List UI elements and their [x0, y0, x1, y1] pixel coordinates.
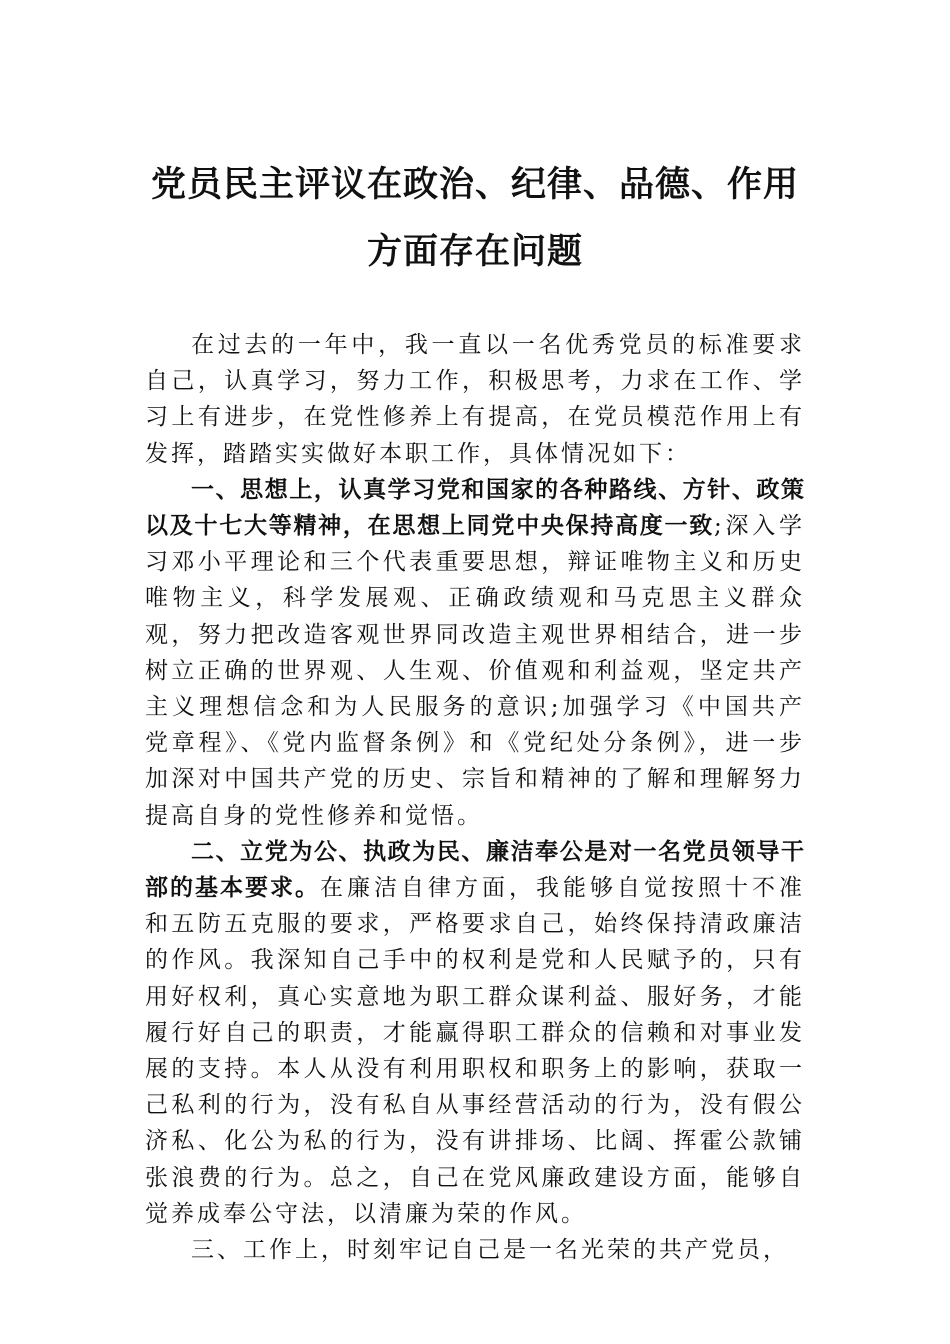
paragraph-text: 三、工作上，时刻牢记自己是一名光荣的共产党员， — [191, 1237, 789, 1264]
document-title-line-2: 方面存在问题 — [366, 231, 583, 272]
paragraph-section-1 — [145, 472, 805, 834]
section-heading: 一、思想上，认真学习党和国家的各种路线、方针、政策以及十七大等精神，在思想上同党中央保持高度一致 — [145, 476, 805, 540]
paragraph-section-3 — [145, 1232, 805, 1268]
paragraph-intro — [145, 327, 805, 472]
paragraph-text: 在过去的一年中，我一直以一名优秀党员的标准要求自己，认真学习，努力工作，积极思考，力求在工作、学习上有进步，在党性修养上有提高，在党员模范作用上有发挥，踏踏实实做好本职工作，具体情况如下： — [145, 332, 805, 467]
paragraph-text: ;深入学习邓小平理论和三个代表重要思想，辩证唯物主义和历史唯物主义，科学发展观、正确政绩观和马克思主义群众观，努力把改造客观世界同改造主观世界相结合，进一步树立正确的世界观、人生观、价值观和利益观，坚定共产主义理想信念和为人民服务的意识;加强学习《中国共产党章程》、《党内监督条例》和《党纪处分条例》，进一步加深对中国共产党的历史、宗旨和精神的了解和理解努力提高自身的党性修养和觉悟。 — [145, 513, 806, 829]
document-title-line-1: 党员民主评议在政治、纪律、品德、作用 — [150, 164, 799, 205]
paragraph-text: 在廉洁自律方面，我能够自觉按照十不准和五防五克服的要求，严格要求自己，始终保持清政廉洁的作风。我深知自己手中的权利是党和人民赋予的，只有用好权利，真心实意地为职工群众谋利益、服好务，才能履行好自己的职责，才能赢得职工群众的信赖和对事业发展的支持。本人从没有利用职权和职务上的影响，获取一己私利的行为，没有私自从事经营活动的行为，没有假公济私、化公为私的行为，没有讲排场、比阔、挥霍公款铺张浪费的行为。总之，自己在党风廉政建设方面，能够自觉养成奉公守法，以清廉为荣的作风。 — [145, 875, 805, 1227]
document-body — [145, 327, 805, 1268]
section-heading: 二、立党为公、执政为民、廉洁奉公是对一名党员领导干部的基本要求。 — [145, 838, 805, 902]
paragraph-section-2 — [145, 834, 805, 1232]
